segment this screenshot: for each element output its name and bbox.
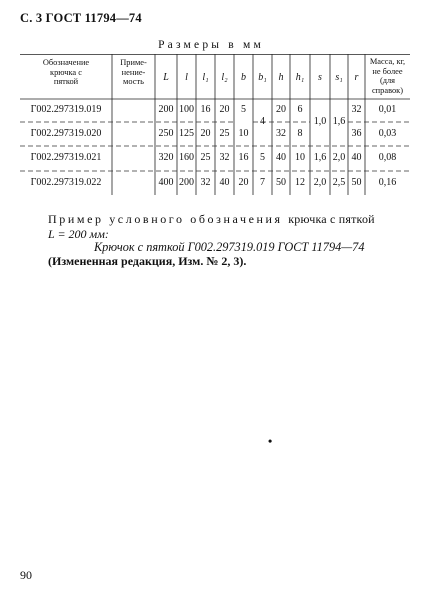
col-header-h1: h₁ xyxy=(295,72,305,83)
cell-h1: 8 xyxy=(297,128,303,139)
cell-h: 50 xyxy=(276,177,286,188)
cell-b: 16 xyxy=(238,152,249,163)
col-header-l2: l₂ xyxy=(221,72,228,83)
col-header-s: s xyxy=(318,72,322,83)
cell-s: 1,6 xyxy=(313,152,327,163)
cell-L: 400 xyxy=(158,177,174,188)
cell-s: 2,0 xyxy=(313,177,327,188)
example-designation: Крючок с пяткой Г002.297319.019 ГОСТ 11794—74 xyxy=(94,240,365,254)
change-note: (Измененная редакция, Изм. № 2, 3). xyxy=(48,254,247,268)
col-header-line: справок) xyxy=(371,85,404,95)
cell-r: 36 xyxy=(351,128,362,139)
cell-s1-merged: 1,6 xyxy=(332,116,346,127)
cell-b1-merged: 4 xyxy=(260,116,265,127)
print-speck: • xyxy=(268,434,273,448)
example-length: L = 200 мм: xyxy=(48,227,109,241)
col-header-l: l xyxy=(185,72,188,83)
col-header-L: L xyxy=(163,72,169,83)
col-header-line: Обозначение xyxy=(42,58,90,67)
col-header-mass xyxy=(365,57,410,95)
page-header: С. 3 ГОСТ 11794—74 xyxy=(20,11,142,25)
col-header-designation xyxy=(20,58,112,87)
col-header-line: Приме- xyxy=(120,58,147,67)
cell-b1: 5 xyxy=(260,152,265,163)
col-header-line: нение- xyxy=(121,67,146,77)
cell-b: 5 xyxy=(241,104,246,115)
cell-L: 200 xyxy=(158,104,174,115)
cell-designation: Г002.297319.021 xyxy=(30,152,102,163)
col-header-r: r xyxy=(354,72,359,83)
cell-mass: 0,16 xyxy=(378,177,397,188)
cell-s1: 2,0 xyxy=(332,152,346,163)
col-header-note xyxy=(112,58,155,87)
table-caption: Размеры в мм xyxy=(158,39,264,51)
cell-h1: 12 xyxy=(295,177,305,188)
cell-L: 250 xyxy=(158,128,174,139)
cell-h: 20 xyxy=(276,104,286,115)
cell-L: 320 xyxy=(158,152,174,163)
col-header-b: b xyxy=(241,72,246,83)
col-header-l1: l₁ xyxy=(202,72,209,83)
cell-designation: Г002.297319.022 xyxy=(30,177,102,188)
cell-b1: 7 xyxy=(260,177,265,188)
cell-l: 125 xyxy=(179,128,194,139)
cell-h1: 10 xyxy=(295,152,305,163)
cell-mass: 0,03 xyxy=(378,128,397,139)
col-header-s1: s₁ xyxy=(335,72,343,83)
cell-b: 10 xyxy=(238,128,249,139)
col-header-line: (для xyxy=(379,76,396,85)
cell-l2: 40 xyxy=(219,177,230,188)
cell-l1: 16 xyxy=(200,104,211,115)
col-header-line: пяткой xyxy=(53,77,79,86)
col-header-line: Масса, кг, xyxy=(369,57,406,66)
cell-l1: 20 xyxy=(200,128,211,139)
col-header-h: h xyxy=(278,72,284,83)
cell-r: 40 xyxy=(351,152,362,163)
cell-l2: 32 xyxy=(219,152,230,163)
cell-r: 32 xyxy=(351,104,362,115)
specs-table xyxy=(20,54,410,195)
page-number: 90 xyxy=(20,568,32,582)
col-header-line: крючка с xyxy=(50,67,82,77)
cell-h1: 6 xyxy=(297,104,303,115)
cell-l: 100 xyxy=(179,104,194,115)
cell-s-merged: 1,0 xyxy=(313,116,327,127)
example-heading xyxy=(48,212,375,227)
cell-h: 32 xyxy=(276,128,286,139)
cell-designation: Г002.297319.020 xyxy=(30,128,102,139)
cell-l: 160 xyxy=(179,152,194,163)
cell-l1: 25 xyxy=(200,152,211,163)
cell-mass: 0,08 xyxy=(378,152,397,163)
cell-h: 40 xyxy=(276,152,286,163)
cell-l: 200 xyxy=(179,177,194,188)
cell-s1: 2,5 xyxy=(332,177,346,188)
col-header-line: мость xyxy=(123,77,144,86)
cell-l2: 20 xyxy=(219,104,230,115)
example-heading-spaced: Пример условного обозначения xyxy=(48,212,283,226)
cell-mass: 0,01 xyxy=(378,104,397,115)
cell-l2: 25 xyxy=(219,128,230,139)
cell-designation: Г002.297319.019 xyxy=(30,104,102,115)
cell-b: 20 xyxy=(238,177,249,188)
cell-l1: 32 xyxy=(200,177,211,188)
col-header-b1: b₁ xyxy=(258,72,267,83)
cell-r: 50 xyxy=(351,177,362,188)
example-heading-tail: крючка с пяткой xyxy=(288,212,375,226)
col-header-line: не более xyxy=(372,66,403,76)
